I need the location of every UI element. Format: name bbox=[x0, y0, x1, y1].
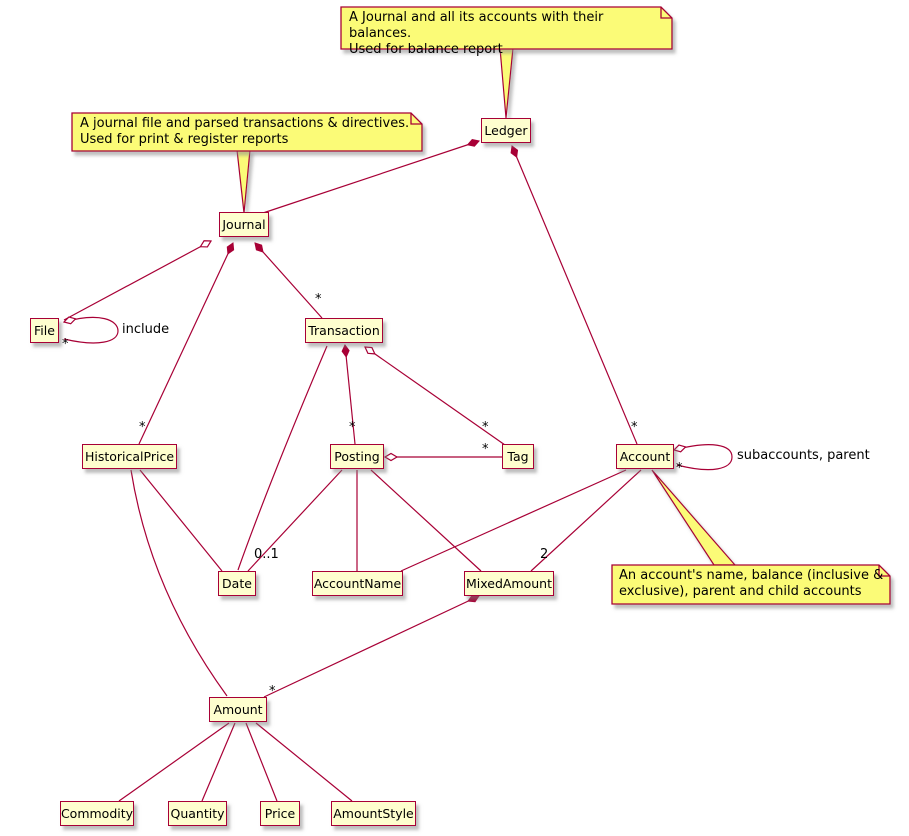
class-box-journal bbox=[219, 212, 269, 237]
label-file-include: include bbox=[122, 322, 170, 337]
class-label-tag: Tag bbox=[507, 449, 529, 464]
class-label-journal: Journal bbox=[222, 217, 266, 232]
class-box-mixedamount bbox=[464, 571, 554, 596]
edge-ledger-account bbox=[512, 146, 637, 444]
class-label-amountstyle: AmountStyle bbox=[333, 806, 414, 821]
mult-posting-date: 0..1 bbox=[254, 547, 279, 562]
label-account-subaccounts: subaccounts, parent bbox=[737, 448, 870, 463]
class-box-price bbox=[260, 801, 300, 826]
edge-amount-price bbox=[246, 723, 277, 801]
note-connector-ledger bbox=[500, 48, 513, 118]
class-box-tag bbox=[502, 444, 534, 469]
class-label-date: Date bbox=[222, 576, 252, 591]
mult-ledger-account: * bbox=[631, 420, 638, 435]
mult-journal-historicalprice: * bbox=[139, 420, 146, 435]
class-box-amount bbox=[209, 697, 267, 722]
class-label-mixedamount: MixedAmount bbox=[465, 576, 553, 591]
mult-mixedamount-amount: * bbox=[269, 684, 276, 699]
edge-file-include-loop bbox=[64, 317, 118, 342]
mult-file-include: * bbox=[62, 337, 69, 352]
class-box-historicalprice bbox=[82, 444, 177, 469]
edge-historicalprice-amount bbox=[131, 470, 227, 696]
class-box-accountname bbox=[312, 571, 403, 596]
mult-transaction-posting: * bbox=[349, 420, 356, 435]
note-connector-account bbox=[652, 470, 735, 565]
class-box-file bbox=[30, 318, 59, 343]
note-account-text: An account's name, balance (inclusive & exclusive), parent and child accounts bbox=[619, 568, 884, 599]
class-label-commodity: Commodity bbox=[60, 806, 134, 821]
class-label-ledger: Ledger bbox=[484, 123, 528, 138]
class-label-transaction: Transaction bbox=[308, 323, 380, 338]
class-label-posting: Posting bbox=[334, 449, 380, 464]
class-box-commodity bbox=[60, 801, 134, 826]
edge-amount-quantity bbox=[202, 723, 235, 801]
edge-ledger-journal bbox=[263, 141, 479, 213]
class-label-quantity: Quantity bbox=[170, 806, 225, 821]
class-label-price: Price bbox=[264, 806, 296, 821]
edge-transaction-date bbox=[238, 346, 327, 570]
edge-journal-historicalprice bbox=[139, 243, 233, 444]
edge-account-accountname bbox=[401, 470, 626, 571]
note-journal-text: A journal file and parsed transactions & directives. Used for print & register reports bbox=[80, 116, 410, 147]
note-journal bbox=[72, 113, 422, 151]
edge-journal-transaction bbox=[255, 243, 322, 318]
class-box-posting bbox=[330, 444, 384, 469]
note-ledger bbox=[341, 7, 672, 49]
mult-posting-tag: * bbox=[482, 442, 489, 457]
edge-journal-file bbox=[64, 241, 211, 320]
note-ledger-text: A Journal and all its accounts with their balances. Used for balance report bbox=[349, 10, 604, 57]
note-account bbox=[612, 565, 890, 604]
class-label-accountname: AccountName bbox=[313, 576, 402, 591]
note-connector-journal bbox=[237, 150, 250, 213]
class-box-amountstyle bbox=[331, 801, 416, 826]
mult-account-mixedamount: 2 bbox=[540, 547, 549, 562]
mult-journal-transaction: * bbox=[315, 292, 322, 307]
mult-transaction-tag: * bbox=[482, 420, 489, 435]
class-box-date bbox=[218, 571, 256, 596]
class-label-account: Account bbox=[619, 449, 671, 464]
mult-account-subaccounts: * bbox=[676, 461, 683, 476]
edge-posting-mixedamount bbox=[371, 470, 481, 571]
class-box-transaction bbox=[305, 318, 383, 343]
class-label-amount: Amount bbox=[213, 702, 263, 717]
edge-mixedamount-amount bbox=[264, 596, 479, 697]
class-box-account bbox=[616, 444, 674, 469]
class-box-ledger bbox=[481, 118, 531, 143]
class-box-quantity bbox=[168, 801, 227, 826]
edge-amount-commodity bbox=[119, 723, 229, 801]
class-label-file: File bbox=[34, 323, 55, 338]
class-label-historicalprice: HistoricalPrice bbox=[84, 449, 175, 464]
edge-amount-amountstyle bbox=[256, 723, 352, 801]
